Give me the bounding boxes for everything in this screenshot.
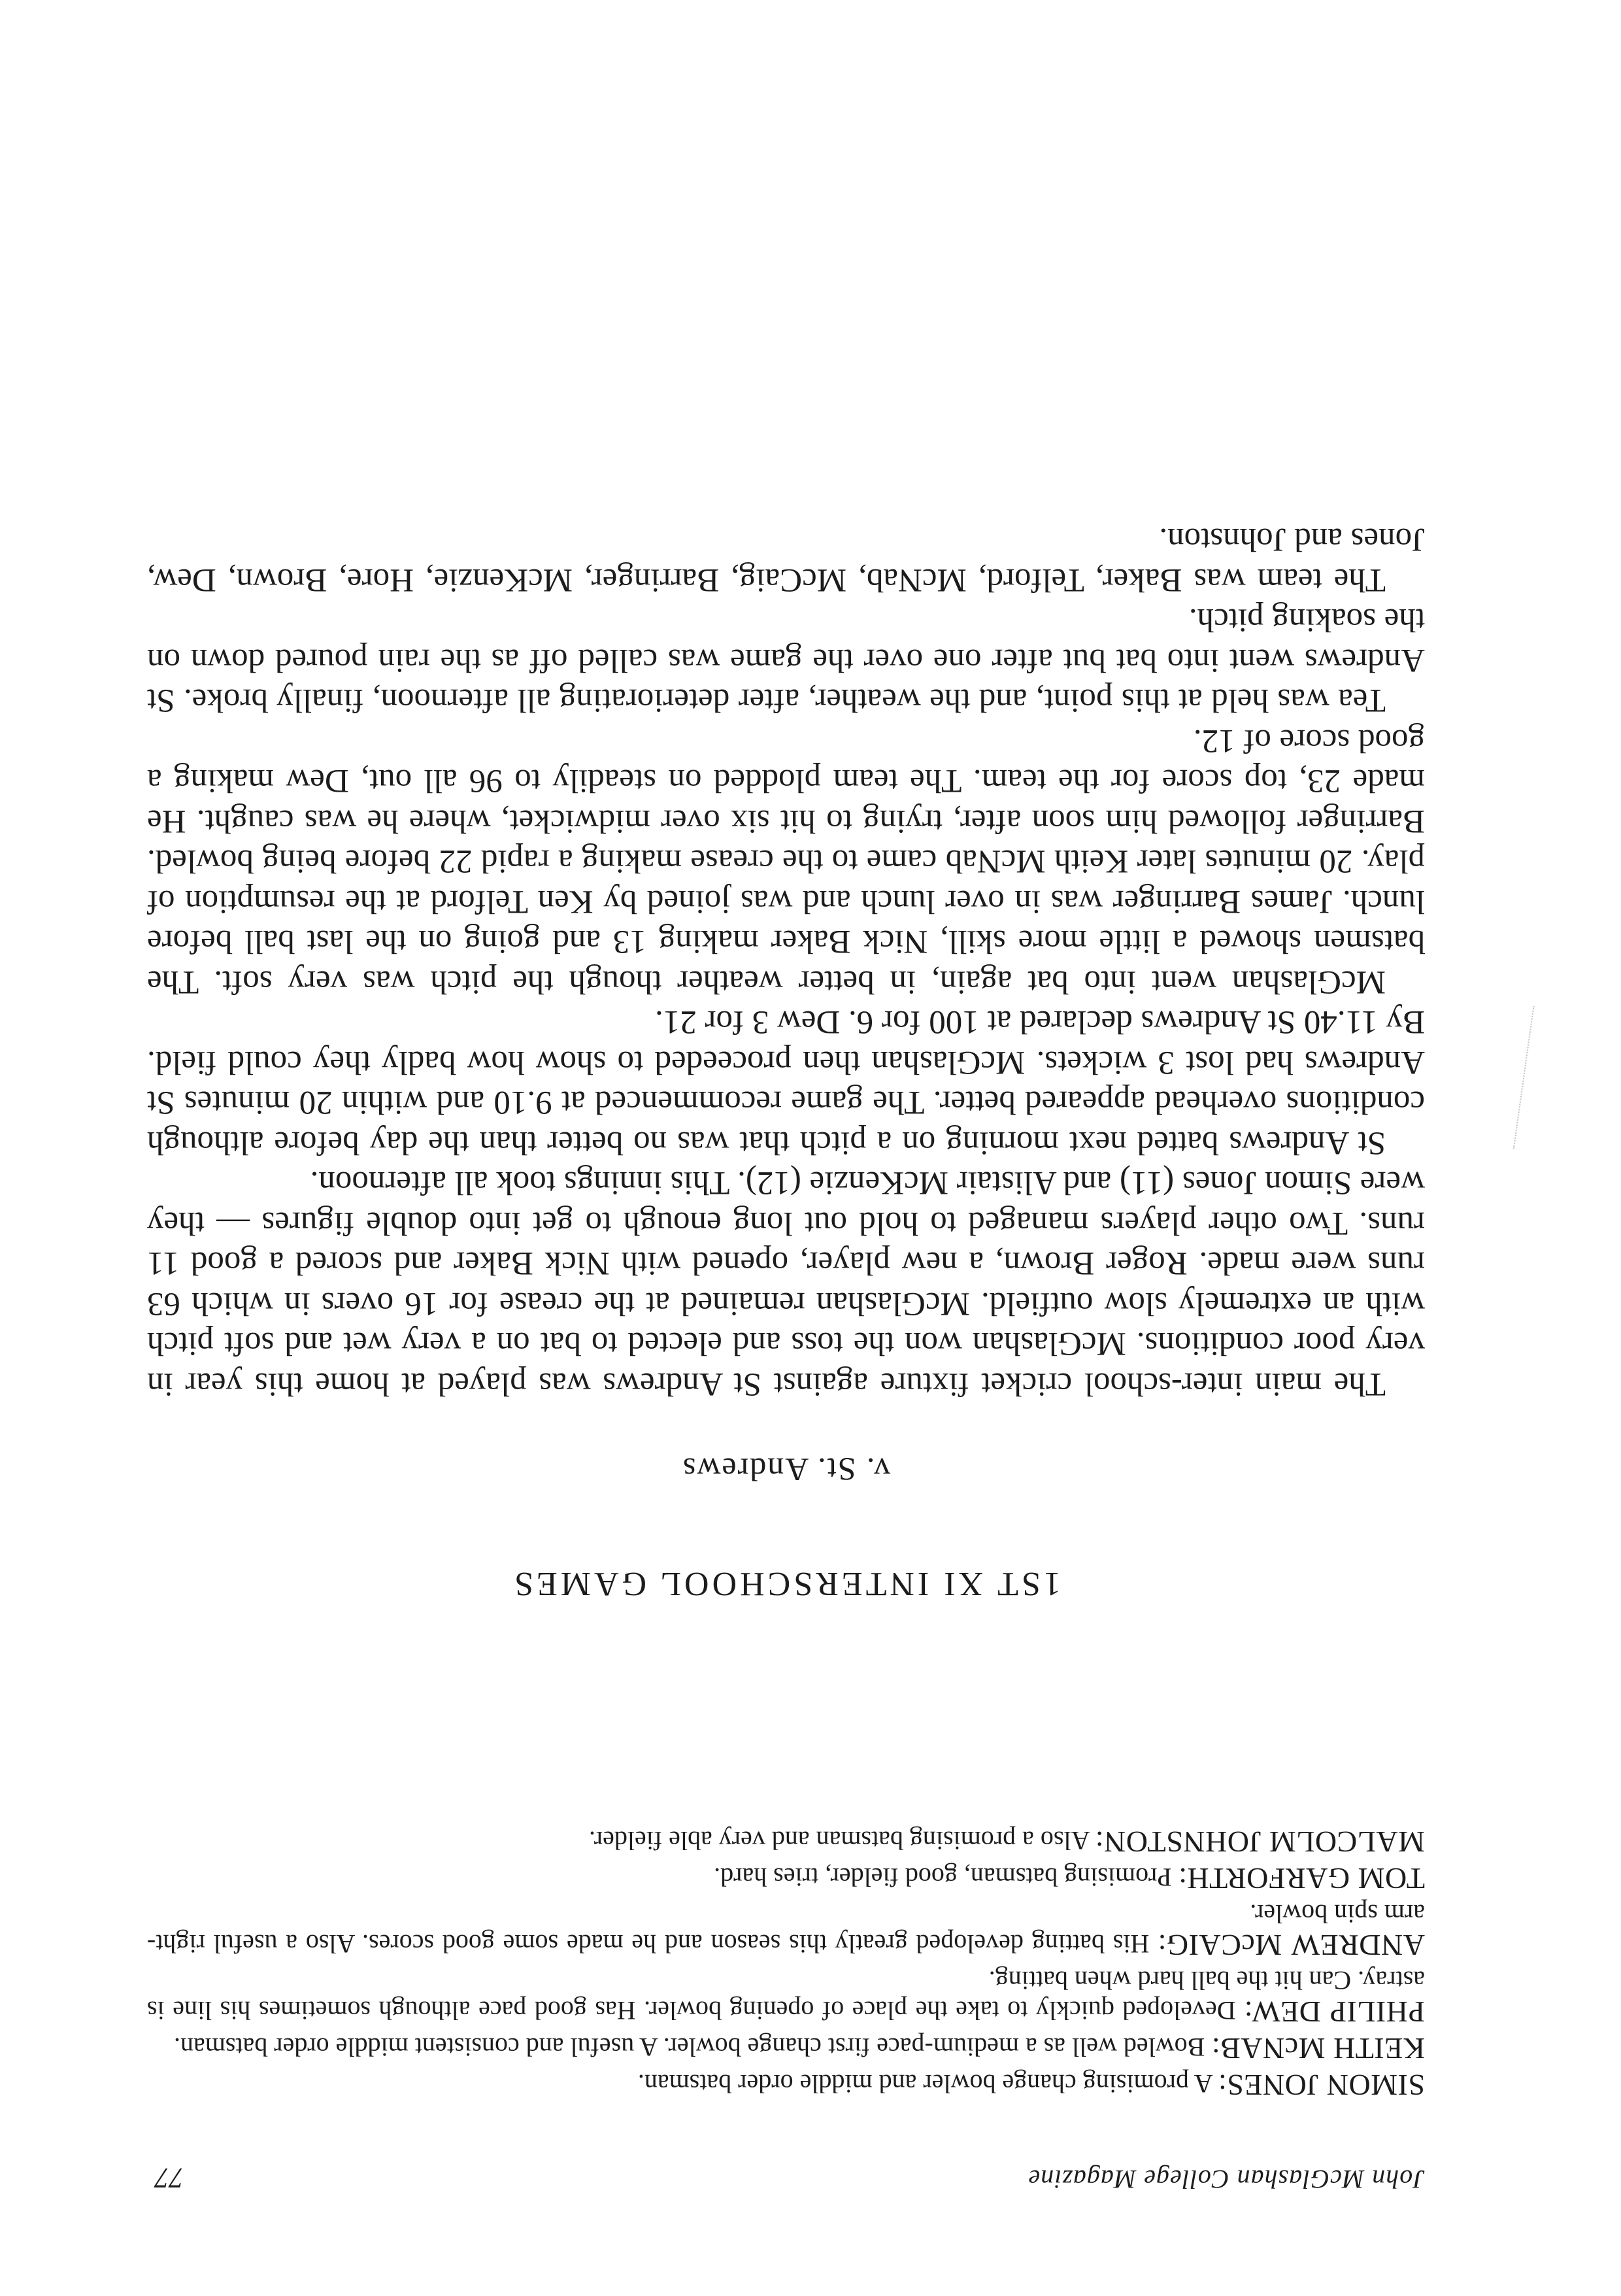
profile-text: Promising batsman, good fielder, tries hard. [714,1863,1172,1892]
profile-entry [147,2068,1425,2100]
match-report [147,519,1425,1404]
profile-text: His batting developed greatly this season and he made some good scores. Also a useful right-arm spin bowler. [146,1899,1425,1959]
profile-entry [147,1965,1425,2027]
profile-text: Developed quickly to take the place of opening bowler. Has good pace although sometimes his line is astray. Can hit the ball hard when batting. [146,1966,1425,2025]
profile-text: Also a promising batsman and very able fielder. [588,1826,1090,1855]
report-paragraph: The team was Baker, Telford, McNab, McCaig, Barringer, McKenzie, Hore, Brown, Dew, Jones and Johnston. [147,521,1425,598]
section-title: 1ST XI INTERSCHOOL GAMES [511,1565,1061,1602]
profile-entry [147,1862,1425,1893]
profile-name: PHILIP DEW: [1244,1995,1425,2029]
profile-entry [147,1825,1425,1857]
profile-text: A promising change bowler and middle order batsman. [637,2069,1213,2099]
report-paragraph: St Andrews batted next morning on a pitch that was no better than the day before although conditions overhead appeared better. The game recommenced at 9.10 and within 20 minutes St Andrews had lost 3 wickets. McGlashan then proceeded to show how badly they could field. By 11.40 St Andrews declared at 100 for 6. Dew 3 for 21. [147,1004,1425,1161]
report-paragraph: The main inter-school cricket fixture against St Andrews was played at home this year in very poor conditions. McGlashan won the toss and elected to bat on a very wet and soft pitch with an extremely slow outfield. McGlashan remained at the crease for 16 overs in which 63 runs were made. Roger Brown, a new player, opened with Nick Baker and scored a good 11 runs. Two other players managed to hold out long enough to get into double figures — they were Simon Jones (11) and Alistair McKenzie (12). This innings took all afternoon. [147,1164,1425,1402]
page-number: 77 [155,2162,184,2194]
section-subtitle: v. St. Andrews [681,1451,891,1488]
player-profiles [147,1825,1425,2100]
profile-entry [147,1899,1425,1960]
profile-text: Bowled well as a medium-pace first change bowler. A useful and consistent middle order batsman. [173,2033,1205,2062]
report-paragraph: McGlashan went into bat again, in better weather though the pitch was very soft. The batsmen showed a little more skill, Nick Baker making 13 and going on the last ball before lunch. James Barringer was in over lunch and was joined by Ken Telford at the resumption of play. 20 minutes later Keith McNab came to the crease making a rapid 22 before being bowled. Barringer followed him soon after, trying to hit six over midwicket, where he was caught. He made 23, top score for the team. The team plodded on steadily to 96 all out, Dew making a good score of 12. [147,722,1425,1000]
profile-entry [147,2032,1425,2063]
profile-name: TOM GARFORTH: [1178,1862,1425,1895]
profile-name: KEITH McNAB: [1211,2032,1425,2065]
running-title: John McGlashan College Magazine [1028,2165,1425,2194]
profile-name: MALCOLM JOHNSTON: [1095,1825,1425,1859]
profile-name: SIMON JONES: [1218,2068,1425,2102]
page-header [147,2142,1425,2195]
profile-name: ANDREW McCAIG: [1158,1929,1425,1962]
report-paragraph: Tea was held at this point, and the weather, after deteriorating all afternoon, finally broke. St Andrews went into bat but after one over the game was called off as the rain poured down on the soaking pitch. [147,601,1425,719]
